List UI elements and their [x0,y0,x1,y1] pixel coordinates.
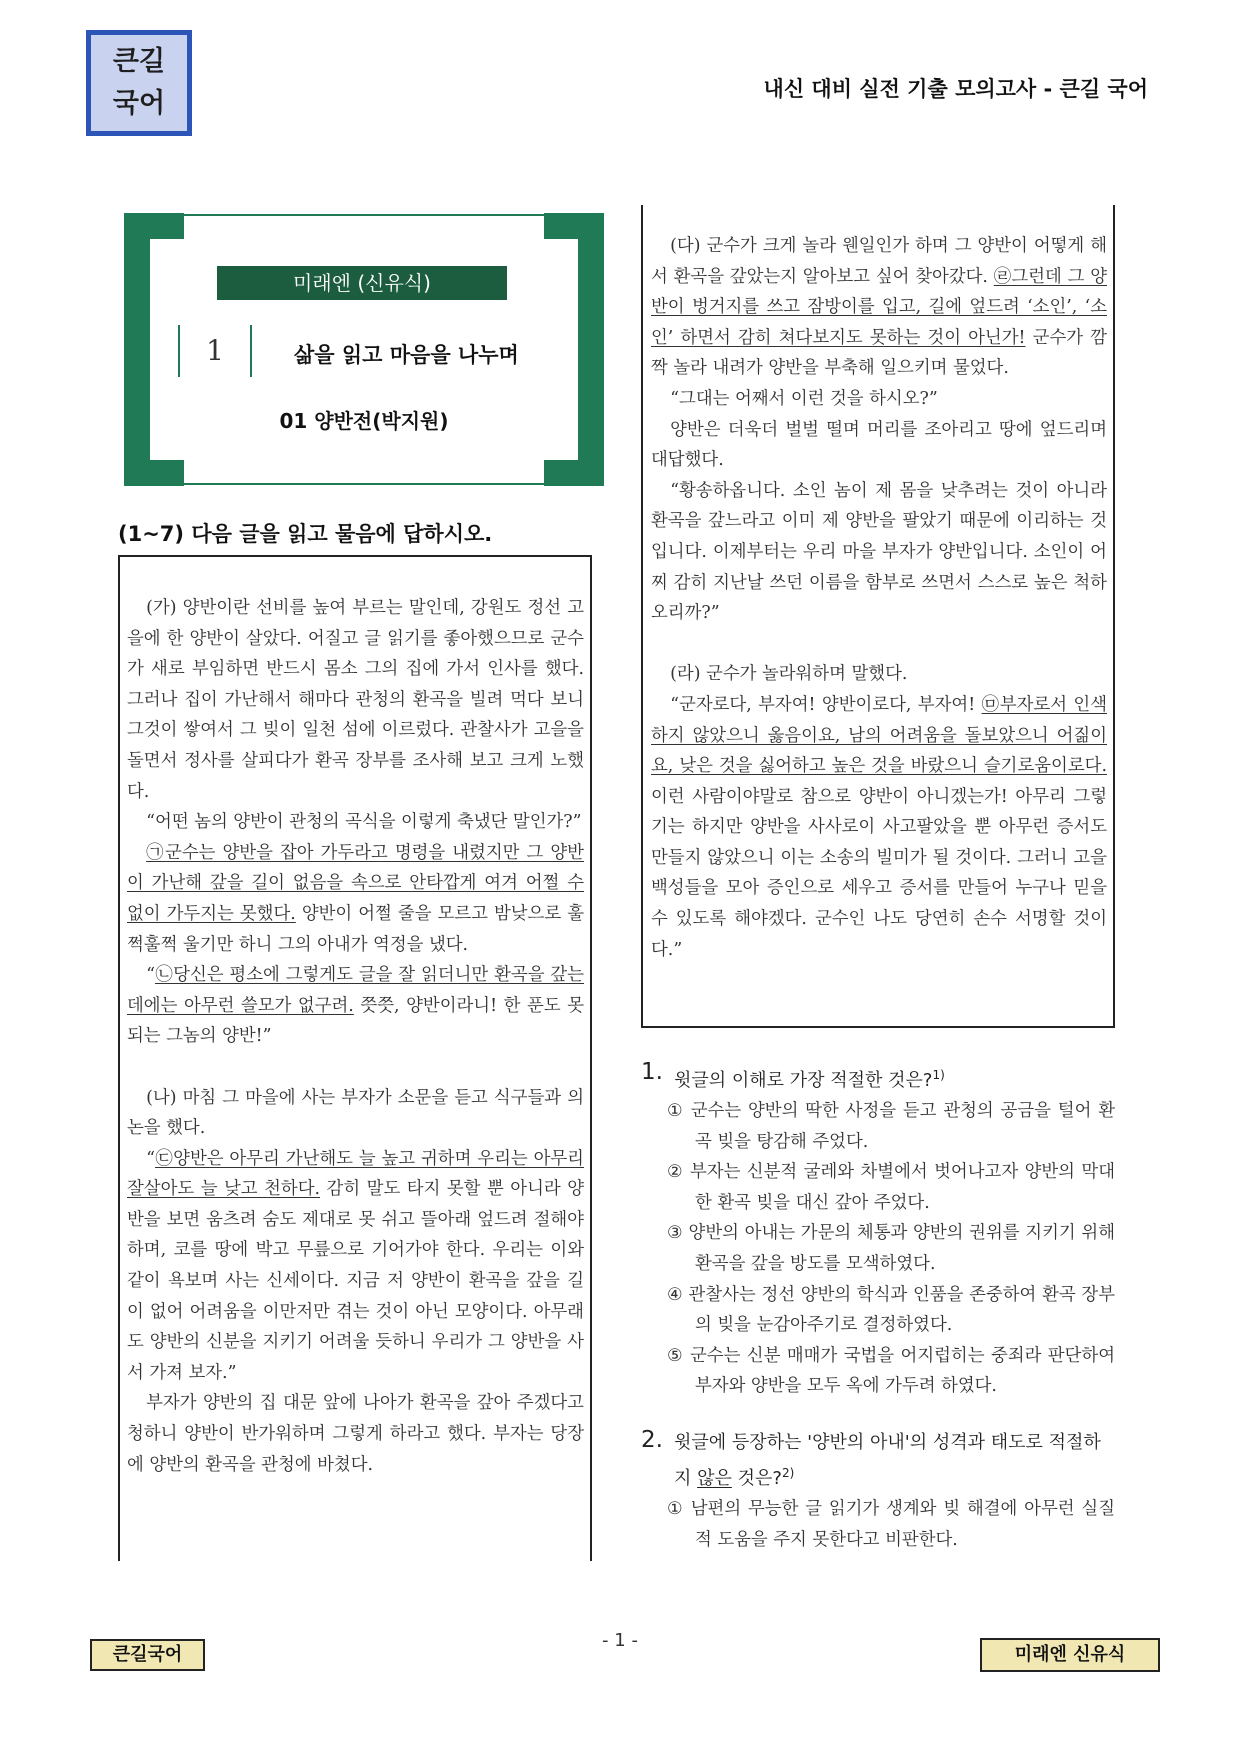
passage-paragraph: “황송하옵니다. 소인 놈이 제 몸을 낮추려는 것이 아니라 환곡을 갚느라고 이미 제 양반을 팔았기 때문에 이리하는 것입니다. 이제부터는 우리 마을 부자가 양반입니다. 소인이 어찌 감히 지난날 쓰던 이름을 함부로 쓰면서 스스로 높은 척하오리까?” [651,480,1107,624]
page-number: - 1 - [602,1630,638,1651]
work-title: 01 양반전(박지원) [279,409,449,433]
passage-paragraph: (라) 군수가 놀라워하며 말했다. [670,664,908,685]
option-text: 양반의 아내는 가문의 체통과 양반의 권위를 지키기 위해 환곡을 갚을 방도를 모색하였다. [688,1223,1115,1274]
underlined-passage-e: ㉤부자로서 인색하지 않았으니 옳음이요, 남의 어려움을 돌보았으니 어짊이요, 낮은 것을 싫어하고 높은 것을 바랐으니 슬기로움이로다. [651,694,1108,777]
question-instruction: (1~7) 다음 글을 읽고 물음에 답하시오. [118,522,493,546]
card-frame-right [578,213,604,486]
logo-line1: 큰길 [112,46,166,77]
passage-text: (다) 군수가 크게 놀라 웬일인가 하며 그 양반이 어떻게 해서 환곡을 갚았는지 알아보고 싶어 찾아갔다. [651,236,1107,287]
answer-option-1[interactable] [653,1494,1115,1555]
option-text: 관찰사는 정선 양반의 학식과 인품을 존중하여 환곡 장부의 빚을 눈감아주기로 결정하였다. [688,1284,1115,1336]
footer-textbook-badge: 미래엔 신유식 [980,1638,1160,1672]
option-text: 군수는 양반의 딱한 사정을 듣고 관청의 공금을 털어 환곡 빚을 탕감해 주었다. [690,1101,1116,1152]
option-mark: ⑤ [667,1345,684,1366]
passage-right [641,205,1115,1028]
footer-brand-badge: 큰길국어 [90,1639,205,1671]
question-1 [641,1060,1115,1402]
passage-paragraph [127,960,584,1052]
card-corner [544,213,578,239]
card-divider [184,483,544,485]
quote-open: “ [146,965,156,986]
passage-text: 군수가 깜짝 놀라 내려가 양반을 부축해 일으키며 물었다. [651,327,1107,379]
option-mark: ① [667,1101,684,1121]
answer-option-4[interactable] [653,1280,1115,1341]
question-number: 2. [641,1427,663,1453]
question-number: 1. [641,1059,663,1085]
answer-option-3[interactable] [653,1218,1115,1279]
passage-paragraph: “그대는 어째서 이런 것을 하시오?” [670,388,938,409]
passage-text: 양반이 어쩔 줄을 모르고 밤낮으로 훌쩍훌쩍 울기만 하니 그의 아내가 역정을 냈다. [127,903,584,955]
question-stem [641,1428,1115,1494]
passage-paragraph [651,690,1107,965]
card-frame-left [124,213,150,486]
passage-paragraph: “어떤 놈의 양반이 관청의 곡식을 이렇게 축냈단 말인가?” [146,812,582,833]
card-corner [150,460,184,486]
passage-paragraph: (나) 마침 그 마을에 사는 부자가 소문을 듣고 식구들과 의논을 했다. [127,1087,584,1139]
question-text: 것은? [731,1468,782,1489]
passage-text: 감히 말도 타지 못할 뿐 아니라 양반을 보면 움츠려 숨도 제대로 못 쉬고 뜰아래 엎드려 절해야 하며, 코를 땅에 박고 무릎으로 기어가야 한다. 우리는 이와 같이 욕보며 사는 신세이다. 지금 저 양반이 환곡을 갚을 길이 없어 어려움을 이만저만 겪는 것이 아닌 모양이다. 아무래도 양반의 신분을 지키기 어려울 듯하니 우리가 그 양반을 사서 가져 보자.” [127,1179,584,1383]
question-text: 윗글의 이해로 가장 적절한 것은? [674,1070,933,1091]
question-2 [641,1428,1115,1555]
unit-title-card [124,213,604,486]
underlined-passage-c: ㉢양반은 아무리 가난해도 늘 높고 귀하며 우리는 아무리 잘살아도 늘 낮고 천하다. [127,1148,584,1200]
option-text: 남편의 무능한 글 읽기가 생계와 빚 해결에 아무런 실질적 도움을 주지 못한다고 비판한다. [690,1499,1116,1550]
passage-paragraph [127,1144,584,1389]
passage-paragraph [127,838,584,960]
underlined-passage-d: ㉣그런데 그 양반이 벙거지를 쓰고 잠방이를 입고, 길에 엎드려 ‘소인’, ‘소인’ 하면서 감히 쳐다보지도 못하는 것이 아닌가! [651,266,1107,348]
logo-line2: 국어 [112,88,166,119]
passage-text: “군자로다, 부자여! 양반이로다, 부자여! [670,694,982,715]
option-mark: ① [667,1499,684,1519]
question-emphasis: 않은 [697,1468,732,1489]
answer-option-5[interactable] [653,1341,1115,1402]
passage-left [118,555,592,1561]
brand-logo [86,30,192,136]
option-text: 군수는 신분 매매가 국법을 어지럽히는 중죄라 판단하여 부자와 양반을 모두 옥에 가두려 하였다. [689,1345,1116,1397]
card-divider [184,214,544,216]
page-header-title: 내신 대비 실전 기출 모의고사 - 큰길 국어 [763,77,1148,101]
answer-option-2[interactable] [653,1157,1115,1218]
footnote-ref: 2) [781,1466,795,1480]
passage-paragraph: 양반은 더욱더 벌벌 떨며 머리를 조아리고 땅에 엎드리며 대답했다. [651,419,1107,471]
passage-text: 쯧쯧, 양반이라니! 한 푼도 못 되는 그놈의 양반!” [127,995,584,1047]
option-mark: ② [667,1162,684,1183]
option-mark: ③ [667,1223,683,1244]
underlined-passage-b: ㉡당신은 평소에 그렇게도 글을 잘 읽더니만 환곡을 갚는 데에는 아무런 쓸모가 없구려. [127,965,584,1016]
passage-text: 이런 사람이야말로 참으로 양반이 아니겠는가! 아무리 그렇기는 하지만 양반을 사사로이 사고팔았을 뿐 아무런 증서도 만들지 않았으니 이는 소송의 빌미가 될 것이다. 그러니 고을 백성들을 모아 증인으로 세우고 증서를 만들어 누구나 믿을 수 있도록 해야겠다. 군수인 나도 당연히 손수 서명할 것이다.” [651,786,1107,960]
unit-title: 삶을 읽고 마음을 나누며 [294,343,519,367]
passage-paragraph [651,231,1107,384]
unit-number: 1 [178,325,252,377]
option-mark: ④ [667,1284,683,1305]
quote-open: “ [146,1148,156,1169]
question-stem [641,1060,1115,1096]
option-text: 부자는 신분적 굴레와 차별에서 벗어나고자 양반의 막대한 환곡 빚을 대신 갚아 주었다. [689,1162,1116,1213]
underlined-passage-a: ㉠군수는 양반을 잡아 가두라고 명령을 내렸지만 그 양반이 가난해 갚을 길이 없음을 속으로 안타깝게 여겨 어쩔 수 없이 가두지는 못했다. [127,842,584,924]
answer-option-1[interactable] [653,1096,1115,1157]
card-corner [150,213,184,239]
footnote-ref: 1) [932,1068,945,1082]
passage-paragraph: 부자가 양반의 집 대문 앞에 나아가 환곡을 갚아 주겠다고 청하니 양반이 반가워하며 그렇게 하라고 했다. 부자는 당장에 양반의 환곡을 관청에 바쳤다. [127,1393,584,1475]
passage-paragraph: (가) 양반이란 선비를 높여 부르는 말인데, 강원도 정선 고을에 한 양반이 살았다. 어질고 글 읽기를 좋아했으므로 군수가 새로 부임하면 반드시 몸소 그의 집에 가서 인사를 했다. 그러나 집이 가난해서 해마다 관청의 환곡을 빌려 먹다 보니 그것이 쌓여서 그 빚이 일천 섬에 이르렀다. 관찰사가 고을을 돌면서 정사를 살피다가 환곡 장부를 조사해 보고 크게 노했다. [127,598,584,802]
subject-label: 미래엔 (신유식) [217,266,507,300]
card-corner [544,460,578,486]
question-text: 윗글에 등장하는 '양반의 아내'의 성격과 태도로 적절하지 [674,1432,1101,1489]
